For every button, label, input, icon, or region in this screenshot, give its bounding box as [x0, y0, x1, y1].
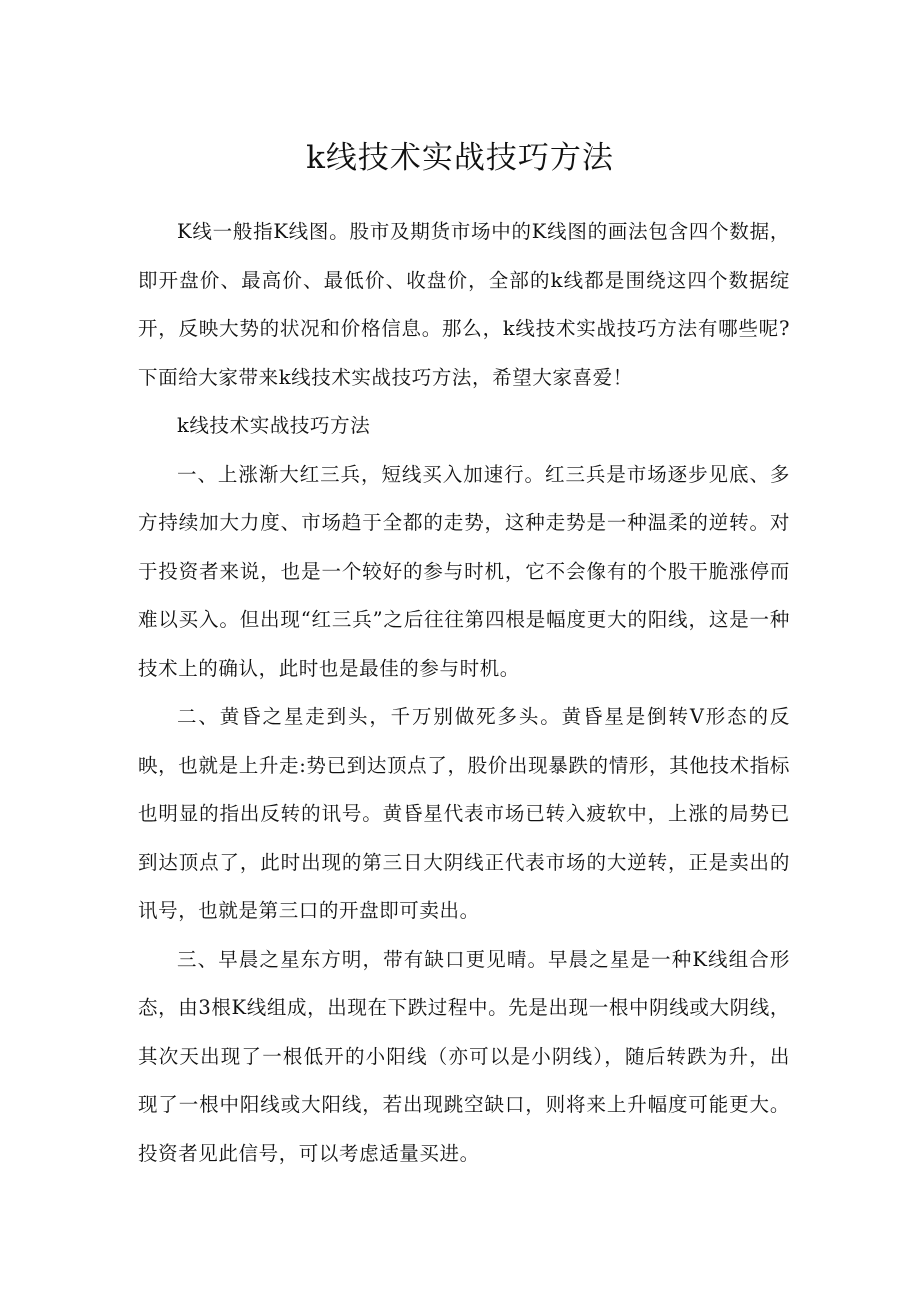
paragraph-red-three-soldiers: 一、上涨渐大红三兵，短线买入加速行。红三兵是市场逐步见底、多方持续加大力度、市场趋于全都的走势，这种走势是一种温柔的逆转。对于投资者来说，也是一个较好的参与时机，它不会像有的个股干脆涨停而难以买入。但出现“红三兵”之后往往第四根是幅度更大的阳线，这是一种技术上的确认，此时也是最佳的参与时机。 — [138, 462, 790, 680]
section-heading: k线技术实战技巧方法 — [177, 414, 371, 437]
paragraph-evening-star: 二、黄昏之星走到头，千万别做死多头。黄昏星是倒转V形态的反映，也就是上升走:势已到达顶点了，股价出现暴跌的情形，其他技术指标也明显的指出反转的讯号。黄昏星代表市场已转入疲软中，上涨的局势已到达顶点了，此时出现的第三日大阴线正代表市场的大逆转，正是卖出的讯号，也就是第三口的开盘即可卖出。 — [138, 705, 790, 922]
intro-paragraph: K线一般指K线图。股市及期货市场中的K线图的画法包含四个数据，即开盘价、最高价、最低价、收盘价，全部的k线都是围绕这四个数据绽开，反映大势的状况和价格信息。那么，k线技术实战技巧方法有哪些呢?下面给大家带来k线技术实战技巧方法，希望大家喜爱！ — [138, 220, 790, 389]
document-title: k线技术实战技巧方法 — [306, 140, 614, 176]
paragraph-morning-star: 三、早晨之星东方明，带有缺口更见晴。早晨之星是一种K线组合形态，由3根K线组成，出现在下跌过程中。先是出现一根中阴线或大阴线，其次天出现了一根低开的小阳线（亦可以是小阴线），随后转跌为升，出现了一根中阳线或大阳线，若出现跳空缺口，则将来上升幅度可能更大。投资者见此信号，可以考虑适量买进。 — [138, 947, 790, 1165]
document-body — [138, 208, 790, 1178]
